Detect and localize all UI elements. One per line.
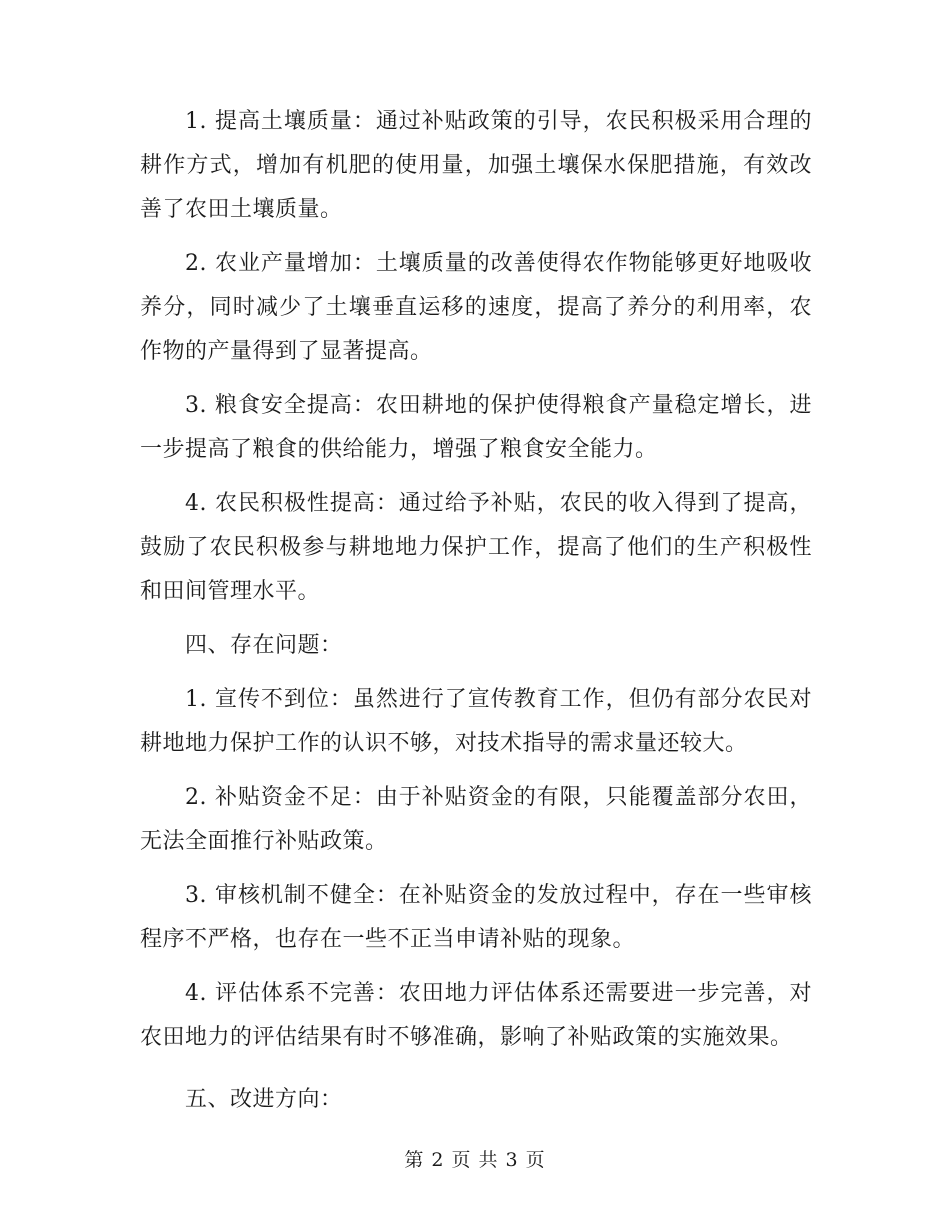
section-heading-improvements: 五、改进方向： [185,1087,343,1112]
problem-item-review: 3. 审核机制不健全：在补贴资金的发放过程中，存在一些审核程序不严格，也存在一些不正当申请补贴的现象。 [140,883,812,952]
page-number-footer: 第 2 页 共 3 页 [404,1149,546,1171]
problem-item-evaluation: 4. 评估体系不完善：农田地力评估体系还需要进一步完善，对农田地力的评估结果有时不够准确，影响了补贴政策的实施效果。 [140,981,812,1050]
paragraph-yield-increase: 2. 农业产量增加：土壤质量的改善使得农作物能够更好地吸收养分，同时减少了土壤垂直运移的速度，提高了养分的利用率，农作物的产量得到了显著提高。 [140,251,812,364]
paragraph-farmer-motivation: 4. 农民积极性提高：通过给予补贴，农民的收入得到了提高，鼓励了农民积极参与耕地地力保护工作，提高了他们的生产积极性和田间管理水平。 [140,491,812,604]
section-heading-problems: 四、存在问题： [185,633,343,658]
paragraph-food-security: 3. 粮食安全提高：农田耕地的保护使得粮食产量稳定增长，进一步提高了粮食的供给能力，增强了粮食安全能力。 [140,393,812,462]
document-body [140,100,812,1132]
problem-item-funding: 2. 补贴资金不足：由于补贴资金的有限，只能覆盖部分农田，无法全面推行补贴政策。 [140,785,812,854]
paragraph-soil-quality: 1. 提高土壤质量：通过补贴政策的引导，农民积极采用合理的耕作方式，增加有机肥的使用量，加强土壤保水保肥措施，有效改善了农田土壤质量。 [140,109,812,222]
problem-item-publicity: 1. 宣传不到位：虽然进行了宣传教育工作，但仍有部分农民对耕地地力保护工作的认识不够，对技术指导的需求量还较大。 [140,687,812,756]
